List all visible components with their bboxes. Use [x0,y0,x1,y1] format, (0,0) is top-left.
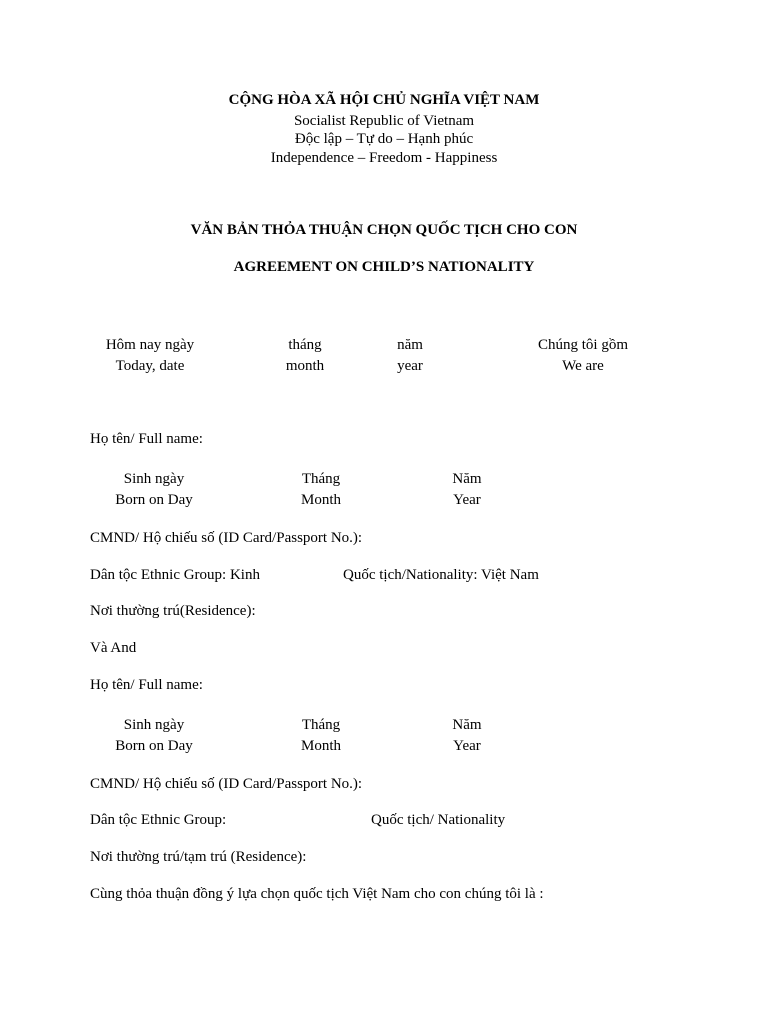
person-1-dob-day [115,471,193,509]
we-are-vi: Chúng tôi gồm [537,337,629,353]
date-month-label [286,337,324,375]
person-2-dob-day-en: Born on Day [115,738,193,754]
date-day-label [106,337,194,375]
person-1-dob-month [301,471,341,509]
header-country-en: Socialist Republic of Vietnam [293,113,475,129]
header-motto-en: Independence – Freedom - Happiness [270,150,498,166]
person-2-dob-day-vi: Sinh ngày [123,717,185,733]
person-2-full-name-label: Họ tên/ Full name: [90,677,203,693]
document-title-en: AGREEMENT ON CHILD’S NATIONALITY [233,259,535,275]
person-2-residence-label: Nơi thường trú/tạm trú (Residence): [90,849,307,865]
person-2-id-label: CMND/ Hộ chiếu số (ID Card/Passport No.): [90,776,363,792]
person-1-dob-year-en: Year [453,492,481,508]
we-are-label [538,337,628,375]
person-2-dob-day [115,717,193,755]
person-2-dob-month [301,717,341,755]
person-1-dob-month-vi: Tháng [301,471,341,487]
person-2-dob-year [452,717,481,755]
person-1-residence-label: Nơi thường trú(Residence): [90,603,256,619]
and-label: Và And [90,640,137,656]
document-title-vi: VĂN BẢN THỎA THUẬN CHỌN QUỐC TỊCH CHO CON [190,222,578,238]
header-motto: Độc lập – Tự do – Hạnh phúc [294,131,474,147]
person-1-dob-day-en: Born on Day [115,492,193,508]
date-year-vi: năm [397,337,423,353]
date-day-en: Today, date [115,358,185,374]
person-1-dob-year [452,471,481,509]
we-are-en: We are [562,358,604,374]
person-1-dob-month-en: Month [300,492,342,508]
date-year-en: year [397,358,423,374]
person-2-dob-month-en: Month [300,738,342,754]
person-1-nationality-label: Quốc tịch/Nationality: Việt Nam [343,567,539,583]
date-month-en: month [285,358,325,374]
person-1-dob-year-vi: Năm [452,471,482,487]
date-day-vi: Hôm nay ngày [105,337,195,353]
agreement-statement: Cùng thỏa thuận đồng ý lựa chọn quốc tịch Việt Nam cho con chúng tôi là : [90,886,544,902]
date-month-vi: tháng [288,337,322,353]
person-2-ethnic-label: Dân tộc Ethnic Group: [90,812,227,828]
person-1-ethnic-label: Dân tộc Ethnic Group: Kinh [90,567,260,583]
person-2-dob-year-vi: Năm [452,717,482,733]
header-country: CỘNG HÒA XÃ HỘI CHỦ NGHĨA VIỆT NAM [228,92,540,108]
person-2-dob-year-en: Year [453,738,481,754]
person-1-id-label: CMND/ Hộ chiếu số (ID Card/Passport No.): [90,530,363,546]
person-2-nationality-label: Quốc tịch/ Nationality [371,812,506,828]
person-2-dob-month-vi: Tháng [301,717,341,733]
person-1-dob-day-vi: Sinh ngày [123,471,185,487]
person-1-full-name-label: Họ tên/ Full name: [90,431,203,447]
date-year-label [397,337,423,375]
